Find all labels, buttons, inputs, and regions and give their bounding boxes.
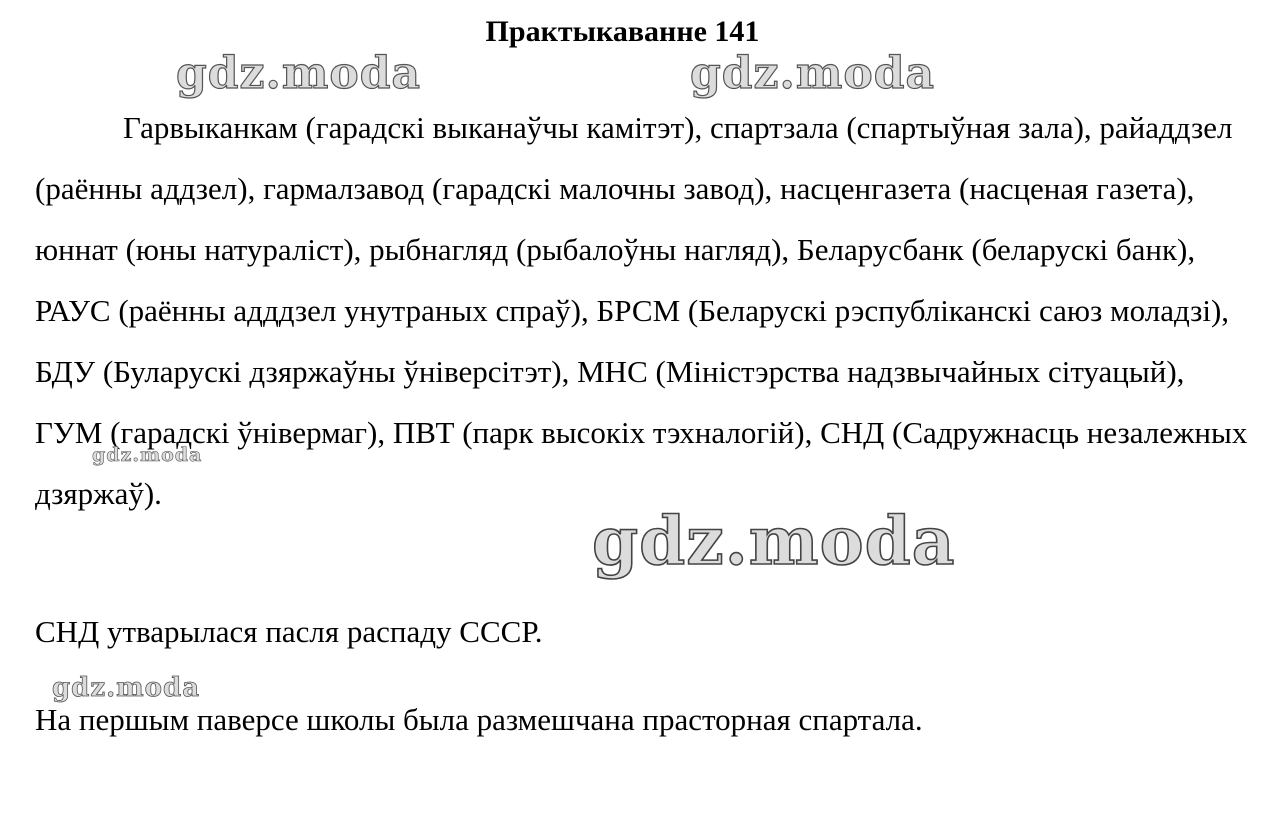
watermark-1: gdz.moda: [176, 48, 422, 99]
watermark-4: gdz.moda: [592, 502, 956, 580]
example-sentence-1: СНД утварылася пасля распаду СССР.: [35, 614, 543, 649]
main-paragraph: Гарвыканкам (гарадскі выканаўчы камітэт), спартзала (спартыўная зала), райаддзел (раённы аддзел), гармалзавод (гарадскі малочны завод), насценгазета (насценая газета), юннат (юны натураліст), рыбнагляд (рыбалоўны нагляд), Беларусбанк (беларускі банк), РАУС (раённы адддзел унутраных спраў), БРСМ (Беларускі рэспубліканскі саюз моладзі), БДУ (Буларускі дзяржаўны ўніверсітэт), МНС (Міністэрства надзвычайных сітуацый), ГУМ (гарадскі ўнівермаг), ПВТ (парк высокіх тэхналогій), СНД (Садружнасць незалежных дзяржаў).: [35, 110, 1248, 511]
watermark-5: gdz.moda: [52, 673, 201, 703]
exercise-title: Практыкаванне 141: [485, 15, 760, 48]
watermark-3: gdz.moda: [92, 444, 203, 466]
main-paragraph-block: [35, 97, 1250, 524]
watermark-2: gdz.moda: [690, 48, 936, 99]
example-sentence-2: На першым паверсе школы была размешчана прасторная спартала.: [35, 702, 923, 737]
